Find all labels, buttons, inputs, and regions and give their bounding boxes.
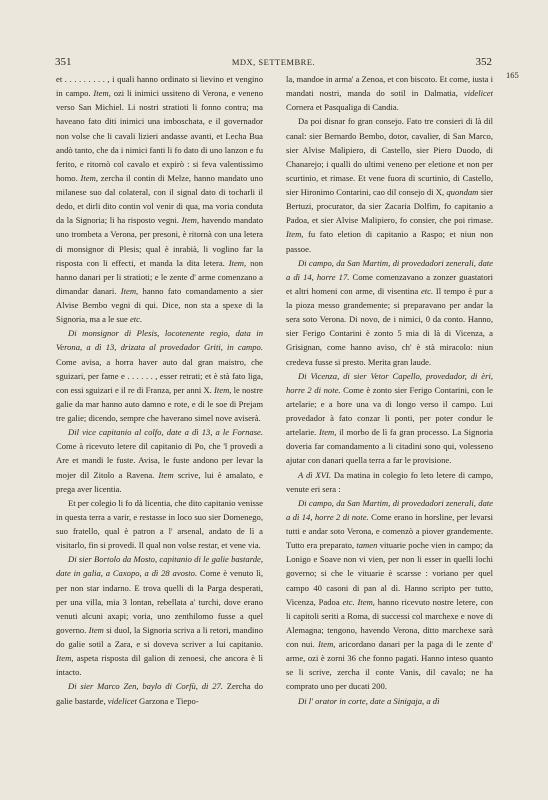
paragraph: Di monsignor di Plesis, locotenente regio, data in Verona, a dì 13, drizata al provedador Griti, in campo. Come avisa, a horra haver auto dal gran maistro, che sguizari, per fame e . . . . . . , esser retrati; et è stà fato liga, con essi sguizari e il re di Franza, per anni X. Item, le nostre galie da mar hanno auto damno e rote, e di le soe di Prejam tre galie; dicendo, sempre che haverano simel nove aviserà. [56, 328, 263, 423]
paragraph: Di sier Bortolo da Mosto, capitanio di le galie bastarde, date in galia, a Caxopo, a dì 28 avosto. Come è venuto lì, per non star indarno. E trova quelli di la Parga desperati, per una villa, mia 3 lontan, rebellata a' turchi, dove erano venuti alcuni axapi; voria, uno zenthilomo fusse a quel governo. Item si duol, la Signoria scriva a li retori, mandino do galie sotil a Zara, e si doveva scriver a lui capitanio. Item, aspeta risposta dil galion di zenoesi, che ancora è lì intacto. [56, 554, 263, 678]
paragraph: Dil vice capitanio al colfo, date a dì 13, a le Fornase. Come à ricevuto letere dil capitanio di Po, che 'l provedi a Are et mandi le fuste. Avisa, le fuste andono per levar la mojer dil Zitolo a Ravena. Item scrive, lui è amalato, e prega aver licentia. [56, 427, 263, 494]
right-text-column [286, 72, 493, 788]
paragraph: Di Vicenza, di sier Vetor Capello, provedador, di èri, horre 2 di note. Come è zonto sier Ferigo Contarini, con le artelarie; e a hore una va di longo verso il campo. Lui provedador à fato conzar li ponti, per poter condur le artelarie. Item, il morbo de lì fa gran processo. La Signoria doveria far comandamento a li citadini sono qui, volesseno ajutar con danari quella terra a far le provisione. [286, 370, 493, 466]
margin-folio-number: 165 [506, 70, 519, 80]
paragraph: Et per colegio li fo dà licentia, che dito capitanio venisse in questa terra a varir, e restasse in loco suo sier Domenego, suo fratello, qual è patron a l' arsenal, andato de lì a visitarlo, fin si provedi. Il qual non volse restar, et vene via. [56, 497, 263, 551]
paragraph: Di campo, da San Martim, di provedadori zenerali, date a dì 14, horre 2 di note. Come erano in horsline, per levarsi tutti e andar soto Verona, e comenzò a piover grandemente. Tutto era preparato, tamen vituarie poche vien in campo; da Lonigo e Soave non vi vien, per non li esser in quelli lochi governo; si che le vituarie è scarsse : voriano per quel campo 40 casoni di pan al dì. Hanno scripto per tutto, Vicenza, Padoa etc. Item, hanno ricevuto nostre letere, con li capitoli seriti a Roma, di successi col marchexe e nove di Alemagna; tengono, havendo Verona, ditto marchexe sarà con nui. Item, aricordano danari per la paga di le zente d' arme, ozi è zorni 36 che fonno pagati. Hanno inteso quanto se li scrive, zercha il conte Vanis, dil cavalo; ne ha comprato uno per ducati 200. [286, 497, 493, 692]
paragraph: la, mandoe in arma' a Zenoa, et con biscoto. Et come, iusta i mandati nostri, manda do sotil in Dalmatia, videlicet Cornera et Pasqualiga di Candia. [286, 74, 493, 113]
left-text-column [56, 72, 263, 788]
paragraph: Da poi disnar fo gran consejo. Fato tre consieri di là dil canal: sier Bernardo Bembo, dotor, cavalier, di San Marco, sier Alvise Malipiero, di Castello, sier Piero Duodo, di Chanarejo; i qualli do ultimi veneno per eletione et non per scurtinio, et rimase. Et vene fuora di scurtinio, di Castello, sier Hironimo Contarini, cao dil consejo di X, quondam sier Bertuzi, procurator, da sier Zacaria Dolfim, fo capitanio a Padoa, et sier Alvise Malipiero, fo consier, che poi rimase. Item, fu fato eletion di capitanio a Raspo; et niun non passoe. [286, 116, 493, 254]
paragraph: Di campo, da San Martim, di provedadori zenerali, date a dì 14, horre 17. Come comenzavano a zonzer guastatori et altri homeni con arme, di visentina etc. Il tempo è pur a la pioza messo grandemente; si preparavano per andar la sera soto Verona. Di novo, de i nimici, 0 da conto. Hanno, sier Ferigo Contarini è zonto 5 mia di là di Vicenza, a Grisignan, come hanno aviso, ch' è stà miracolo: niun credeva fusse si presto. Merita gran laude. [286, 257, 493, 367]
paragraph: Di l' orator in corte, date a Sinigaja, a dì [298, 695, 440, 706]
left-page-number: 351 [55, 56, 72, 68]
paragraph: Di sier Marco Zen, baylo di Corfù, di 27. Zercha do galie bastarde, videlicet Garzona e Tiepo- [56, 681, 263, 706]
paragraph: et . . . . . . . . . , i quali hanno ordinato si lievino et vengino in campo. Item, ozi li inimici ussiteno di Verona, e veneno verso San Michiel. Li nostri stratioti li fonno contra; ma haveano fato diti inimici una imboschata, e il governador non volse che li cavali lizieri andasse avanti, et Lecha Bua andò tanto, che da i nimici fanti li fo dato di uno lanzon e fu ferito, e ritornò col cavalo et expirò : si feva valentissimo homo. Item, zercha il contin di Melze, hanno mandato uno milanese suo dal colateral, con il signal dato di tocharli il dedo, et dirli dito contin vol venir di qua, ma voria conduta da la Signoria; li ha risposto vegni. Item, havendo mandato uno trombeta a Verona, per presoni, è ritornà con una letera di monsignor di Plesis; qual è inrabià, li voglino far la risposta con li effecti, et manda la dita letera. Item, non hanno danari per li stratioti; e le zente d' arme comenzano a dimandar danari. Item, hanno fato comandamento a sier Alvise Bembo vegni di qui. Dice, non sta a spexe di la Signoria, ma a le sue etc. [56, 74, 263, 325]
running-title: MDX, SETTEMBRE. [231, 57, 316, 67]
right-page-number: 352 [475, 56, 492, 68]
page-header [55, 55, 492, 69]
paragraph: A dì XVI. Da matina in colegio fo leto letere di campo, venute eri sera : [286, 469, 493, 494]
